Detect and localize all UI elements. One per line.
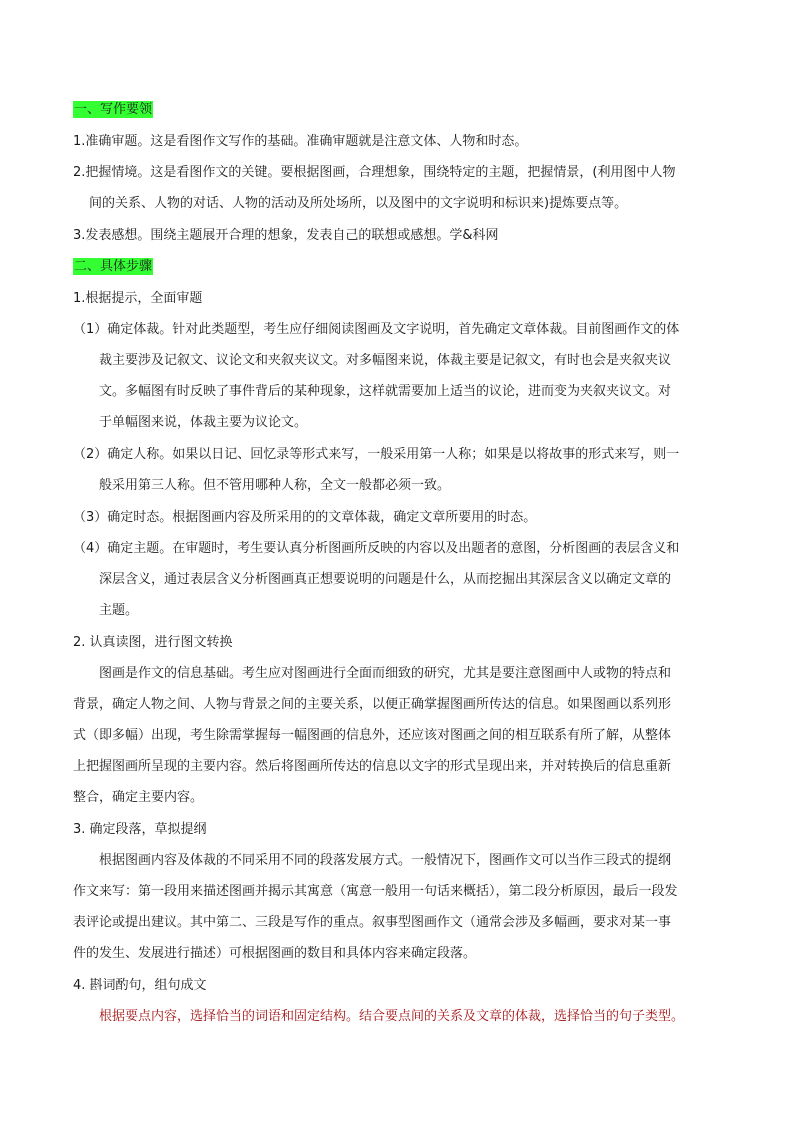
step-4-title: 4. 斟词酌句，组句成文 [73, 978, 207, 993]
step-1-sub-1-line-1: （1）确定体裁。针对此类题型，考生应仔细阅读图画及文字说明，首先确定文章体裁。目前图画作文的体 [73, 322, 680, 337]
point-2-line-1: 2.把握情境。这是看图作文的关键。要根据图画，合理想象，围绕特定的主题，把握情景，(利用图中人物 [73, 165, 676, 180]
step-1-sub-3: （3）确定时态。根据图画内容及所采用的的文章体裁，确定文章所要用的时态。 [73, 510, 537, 525]
step-1-sub-4-line-2: 深层含义，通过表层含义分析图画真正想要说明的问题是什么，从而挖掘出其深层含义以确定文章的 [99, 572, 672, 587]
step-1-sub-4-line-3: 主题。 [99, 603, 139, 618]
step-1-sub-1-line-2: 裁主要涉及记叙文、议论文和夹叙夹议文。对多幅图来说，体裁主要是记叙文，有时也会是夹叙夹议 [99, 353, 672, 368]
section-heading-1: 一、写作要领 [74, 102, 153, 117]
step-3-para-line-4: 件的发生、发展进行描述）可根据图画的数目和具体内容来确定段落。 [73, 946, 477, 961]
step-1-sub-1-line-3: 文。多幅图有时反映了事件背后的某种现象，这样就需要加上适当的议论，进而变为夹叙夹议文。对 [99, 384, 672, 399]
point-2-line-2: 间的关系、人物的对话、人物的活动及所处场所，以及图中的文字说明和标识来)提炼要点等。 [89, 196, 628, 211]
point-1: 1.准确审题。这是看图作文写作的基础。准确审题就是注意文体、人物和时态。 [73, 134, 528, 149]
step-3-para-line-3: 表评论或提出建议。其中第二、三段是写作的重点。叙事型图画作文（通常会涉及多幅画，要求对某一事 [73, 915, 672, 930]
step-1-title: 1.根据提示，全面审题 [73, 291, 203, 306]
step-1-sub-2-line-2: 般采用第三人称。但不管用哪种人称，全文一般都必须一致。 [99, 478, 451, 493]
step-2-para-line-4: 上把握图画所呈现的主要内容。然后将图画所传达的信息以文字的形式呈现出来，并对转换后的信息重新 [73, 759, 672, 774]
step-3-para-line-2: 作文来写：第一段用来描述图画并揭示其寓意（寓意一般用一句话来概括），第二段分析原因，最后一段发 [73, 884, 678, 899]
step-2-para-line-2: 背景，确定人物之间、人物与背景之间的主要关系，以便正确掌握图画所传达的信息。如果图画以系列形 [73, 697, 672, 712]
step-2-para-line-5: 整合，确定主要内容。 [73, 790, 204, 805]
step-3-para-line-1: 根据图画内容及体裁的不同采用不同的段落发展方式。一般情况下，图画作文可以当作三段式的提纲 [99, 853, 672, 868]
step-1-sub-1-line-4: 于单幅图来说，体裁主要为议论文。 [99, 415, 308, 430]
step-3-title: 3. 确定段落，草拟提纲 [73, 822, 207, 837]
point-3: 3.发表感想。围绕主题展开合理的想象，发表自己的联想或感想。学&科网 [73, 228, 499, 243]
step-1-sub-2-line-1: （2）确定人称。如果以日记、回忆录等形式来写，一般采用第一人称；如果是以将故事的形式来写，则一 [73, 447, 680, 462]
step-4-para-line-1: 根据要点内容，选择恰当的词语和固定结构。结合要点间的关系及文章的体裁，选择恰当的句子类型。 [99, 1009, 685, 1024]
step-1-sub-4-line-1: （4）确定主题。在审题时，考生要认真分析图画所反映的内容以及出题者的意图，分析图画的表层含义和 [73, 541, 680, 556]
step-2-para-line-3: 式（即多幅）出现，考生除需掌握每一幅图画的信息外，还应该对图画之间的相互联系有所了解，从整体 [73, 728, 672, 743]
section-heading-2: 二、具体步骤 [74, 259, 153, 274]
step-2-para-line-1: 图画是作文的信息基础。考生应对图画进行全面而细致的研究，尤其是要注意图画中人或物的特点和 [99, 666, 672, 681]
step-2-title: 2. 认真读图，进行图文转换 [73, 635, 233, 650]
